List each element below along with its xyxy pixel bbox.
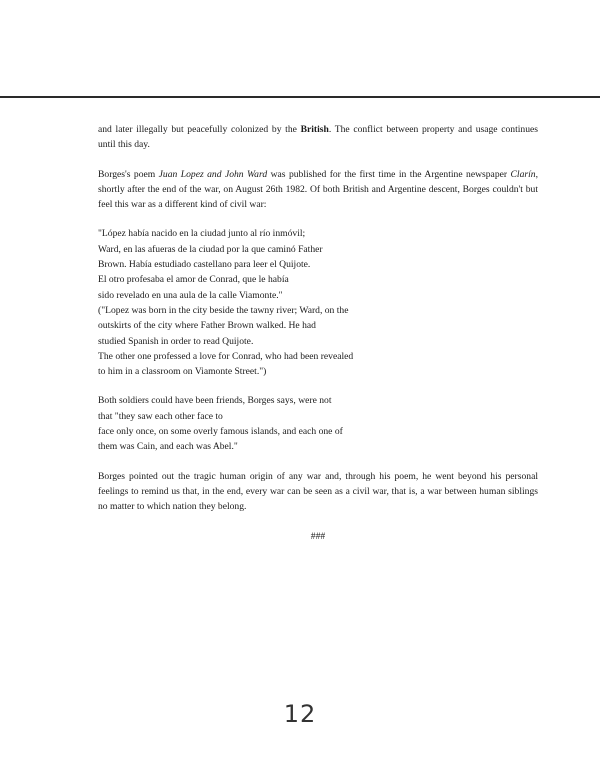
page-body [98, 122, 538, 544]
passage-line: them was Cain, and each was Abel." [98, 441, 238, 453]
paragraph-text: , shortly after the end of the war, on August 26th 1982. Of both British and Argentine descent, Borges couldn't but feel this war as a different kind of civil war: [98, 168, 538, 211]
paragraph-text: Borges's poem [98, 168, 159, 180]
paragraph-poem-intro [98, 167, 538, 213]
passage-line: that "they saw each other face to [98, 410, 223, 422]
quote-line: outskirts of the city where Father Brown walked. He had [98, 320, 316, 332]
passage-line: face only once, on some overly famous islands, and each one of [98, 426, 343, 438]
paragraph-colonization [98, 122, 538, 153]
soldiers-passage [98, 393, 538, 454]
paragraph-text: was published for the first time in the Argentine newspaper [267, 168, 511, 180]
quote-line: Brown. Había estudiado castellano para leer el Quijote. [98, 259, 311, 271]
end-mark: ### [310, 530, 326, 542]
poem-title: Juan Lopez and John Ward [158, 168, 268, 180]
paragraph-conclusion: Borges pointed out the tragic human origin of any war and, through his poem, he went beyond his personal feelings to remind us that, in the end, every war can be seen as a civil war, that is, a war between human siblings no matter to which nation they belong. [98, 470, 538, 513]
paragraph-text: and later illegally but peacefully colonized by the [98, 124, 301, 135]
header-rule [0, 96, 600, 98]
quote-line: to him in a classroom on Viamonte Street.") [98, 366, 267, 378]
paragraph-text: . The conflict between property and usage continues until this day. [98, 124, 538, 151]
bold-british: British [300, 124, 329, 135]
quote-line: The other one professed a love for Conrad, who had been revealed [98, 350, 354, 362]
quote-line: studied Spanish in order to read Quijote. [98, 335, 254, 347]
newspaper-name: Clarín [510, 168, 536, 180]
quote-line: "López había nacido en la ciudad junto al río inmóvil; [98, 228, 306, 240]
poem-quote [98, 226, 538, 379]
passage-line: Both soldiers could have been friends, Borges says, were not [98, 395, 332, 407]
page-number: 12 [283, 700, 317, 728]
quote-line: sido revelado en una aula de la calle Viamonte." [98, 289, 283, 301]
quote-line: Ward, en las afueras de la ciudad por la que caminó Father [98, 243, 323, 255]
quote-line: El otro profesaba el amor de Conrad, que le había [98, 274, 289, 286]
quote-line: ("Lopez was born in the city beside the tawny river; Ward, on the [98, 304, 349, 316]
